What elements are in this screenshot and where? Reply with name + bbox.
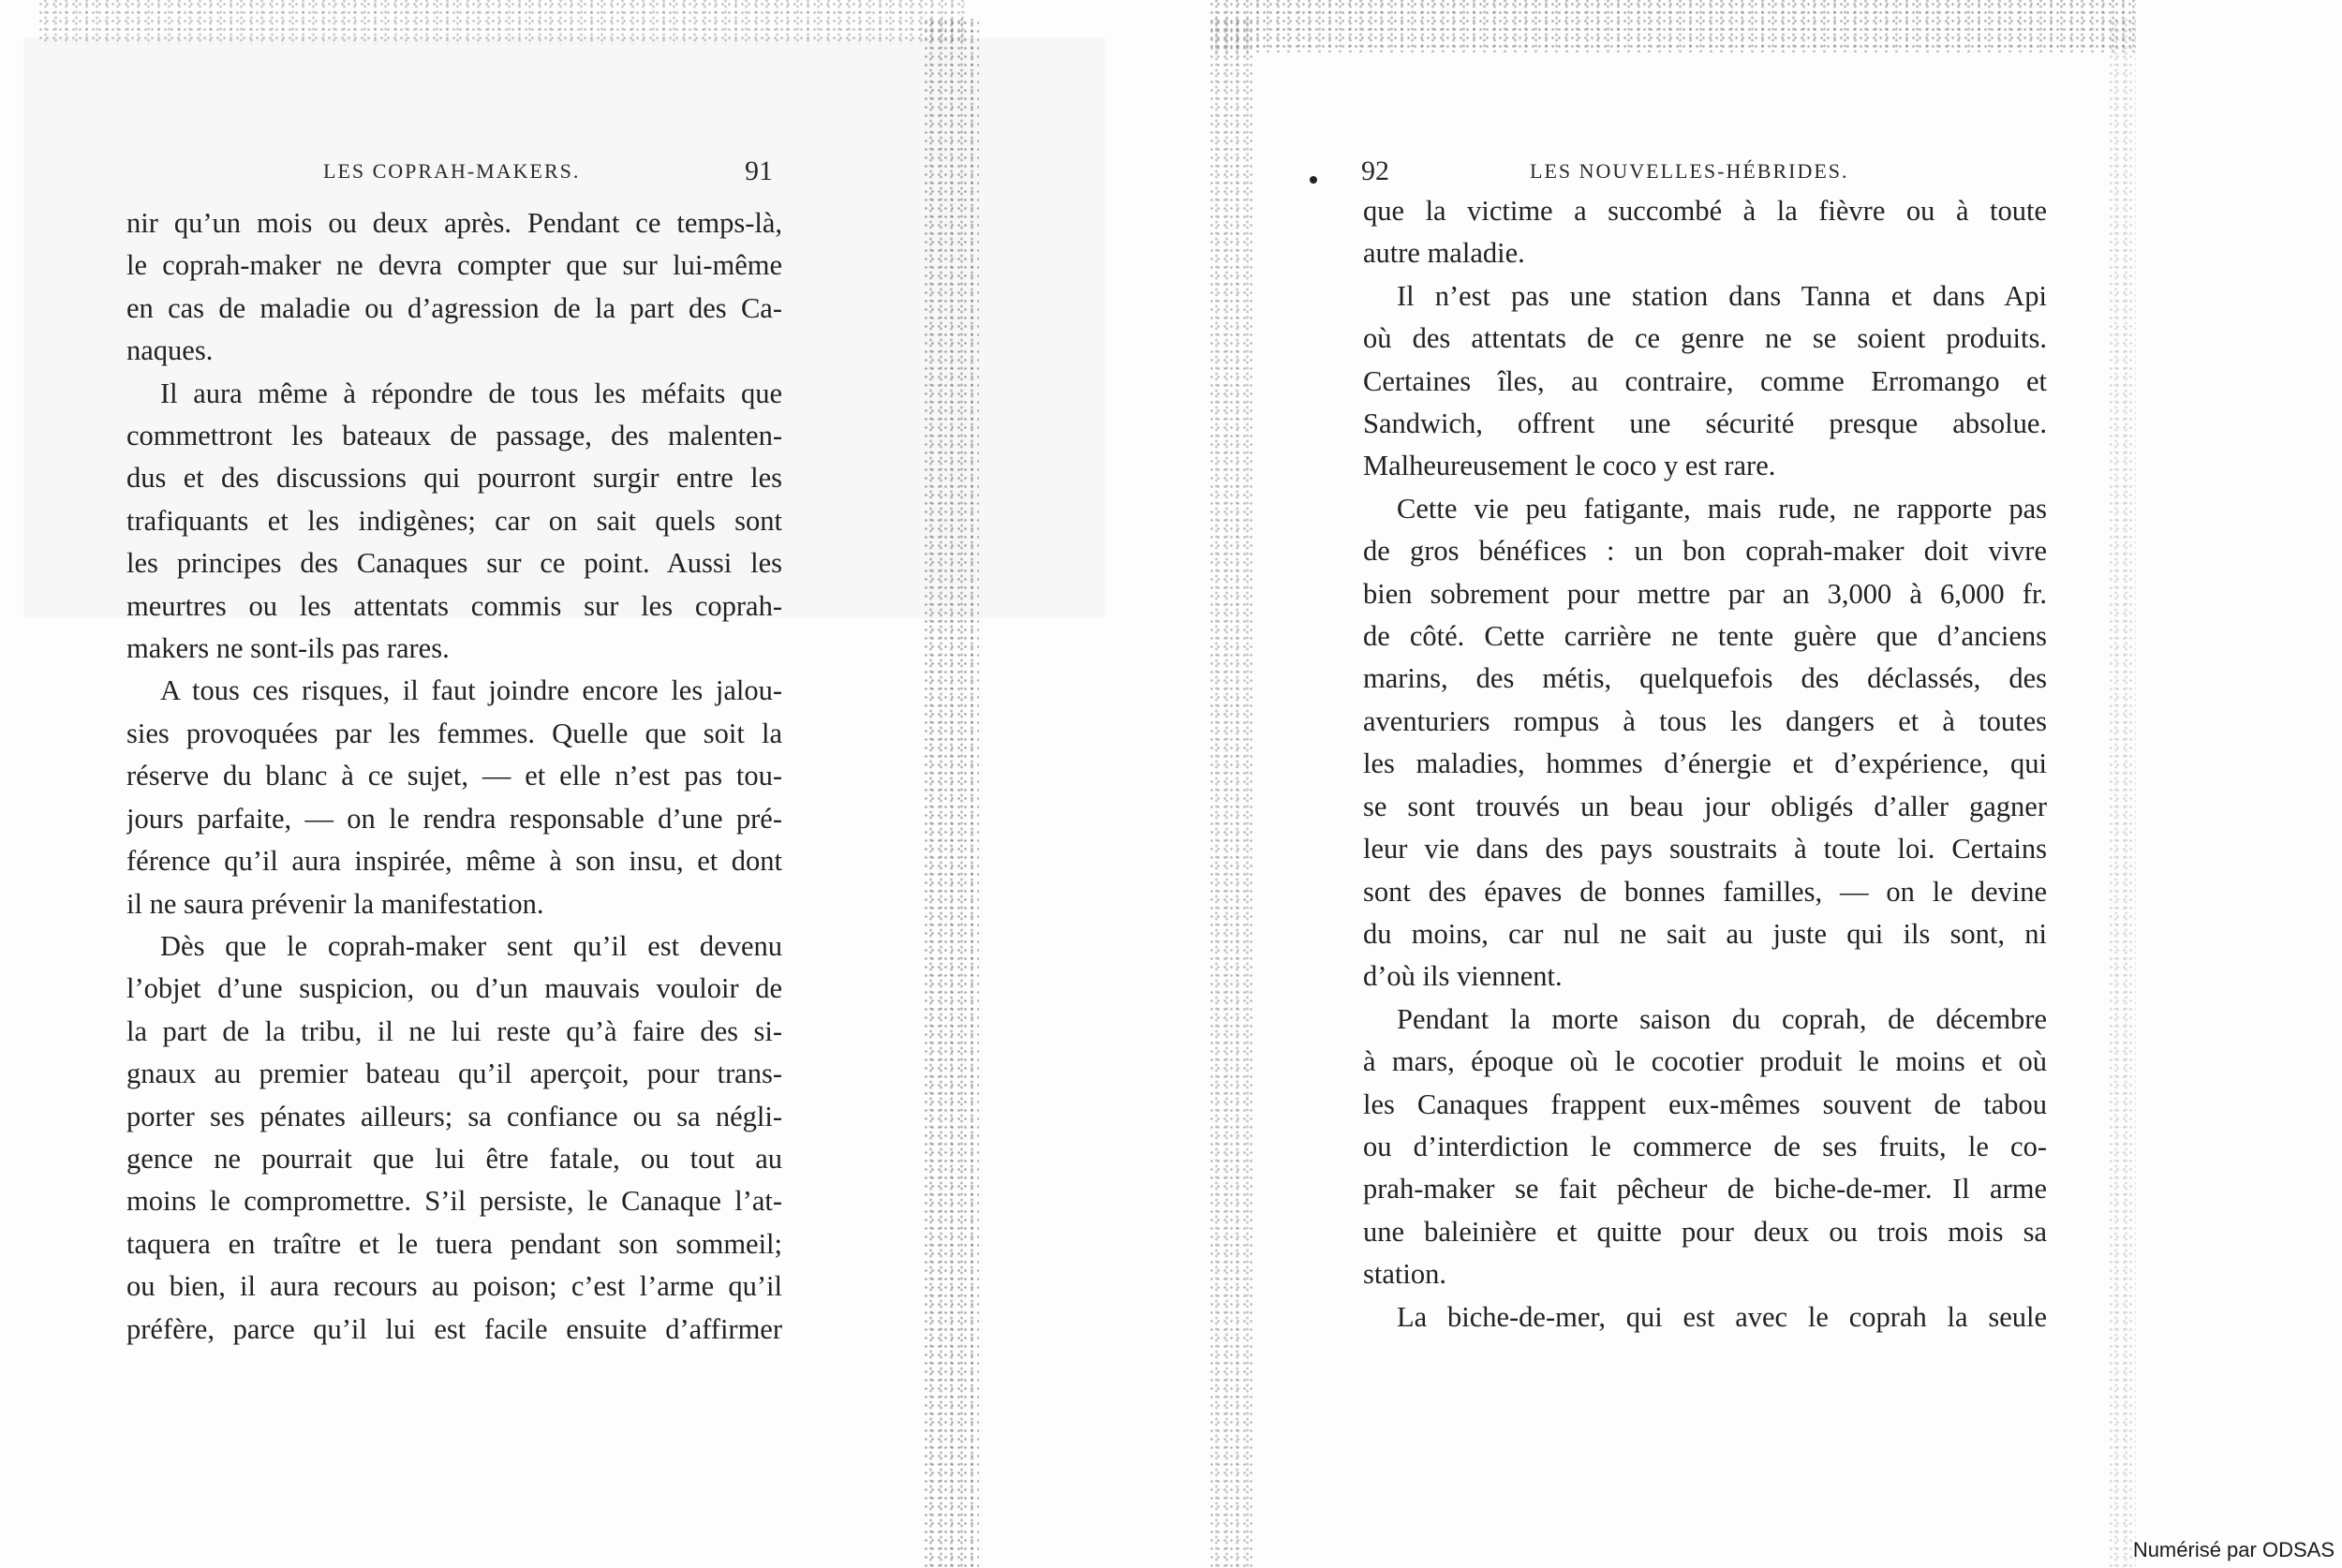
text-line: l’objet d’une suspicion, ou d’un mauvais vouloir de — [126, 972, 782, 1005]
text-line: sont des épaves de bonnes familles, — on le devine — [1363, 875, 2047, 908]
digitization-credit: Numérisé par ODSAS — [2132, 1538, 2335, 1561]
text-line: le coprah-maker ne devra compter que sur lui-même — [126, 249, 782, 282]
text-line: que la victime a succombé à la fièvre ou à toute — [1363, 195, 2047, 227]
text-line: à mars, époque où le cocotier produit le moins et où — [1363, 1045, 2047, 1078]
page-number: 92 — [1361, 155, 1389, 186]
page-edge-speckle — [923, 19, 979, 1568]
text-line: la part de la tribu, il ne lui reste qu’à faire des si- — [126, 1014, 782, 1047]
text-line: Sandwich, offrent une sécurité presque absolue. — [1363, 407, 2047, 440]
text-line: de côté. Cette carrière ne tente guère que d’anciens — [1363, 620, 2047, 653]
text-line: une baleinière et quitte pour deux ou trois mois sa — [1363, 1215, 2047, 1248]
text-line: férence qu’il aura inspirée, même à son insu, et dont — [126, 845, 782, 878]
text-line: de gros bénéfices : un bon coprah-maker doit vivre — [1363, 535, 2047, 568]
text-line: aventuriers rompus à tous les dangers et à toutes — [1363, 704, 2047, 737]
text-line: moins le compromettre. S’il persiste, le Canaque l’at- — [126, 1185, 782, 1218]
text-line: se sont trouvés un beau jour obligés d’aller gagner — [1363, 790, 2047, 822]
text-line: nir qu’un mois ou deux après. Pendant ce temps-là, — [126, 207, 782, 239]
text-line: marins, des métis, quelquefois des déclassés, des — [1363, 662, 2047, 695]
text-line: makers ne sont-ils pas rares. — [126, 632, 450, 665]
text-line: porter ses pénates ailleurs; sa confiance ou sa négli- — [126, 1100, 782, 1132]
text-line: meurtres ou les attentats commis sur les coprah- — [126, 589, 782, 622]
text-line: naques. — [126, 334, 214, 367]
page-edge-speckle — [37, 0, 965, 45]
text-line: les principes des Canaques sur ce point. Aussi les — [126, 547, 782, 580]
text-line: Il aura même à répondre de tous les méfaits que — [160, 377, 782, 409]
page-edge-speckle — [1208, 0, 2136, 52]
text-line: gence ne pourrait que lui être fatale, ou tout au — [126, 1142, 782, 1175]
text-line: sies provoquées par les femmes. Quelle que soit la — [126, 717, 782, 749]
page-edge-speckle — [2108, 19, 2136, 1568]
text-line: prah-maker se fait pêcheur de biche-de-mer. Il arme — [1363, 1173, 2047, 1206]
text-line: autre maladie. — [1363, 237, 1525, 270]
page-edge-speckle — [1208, 19, 1255, 1568]
page-number: 91 — [745, 155, 773, 186]
text-line: leur vie dans des pays soustraits à toute loi. Certains — [1363, 833, 2047, 865]
text-line: ou d’interdiction le commerce de ses fruits, le co- — [1363, 1130, 2047, 1162]
text-line: A tous ces risques, il faut joindre encore les jalou- — [160, 674, 782, 707]
body-text — [126, 202, 782, 1351]
body-text — [1363, 190, 2047, 1339]
running-head: LES NOUVELLES-HÉBRIDES. — [1530, 159, 1849, 183]
text-line: du moins, car nul ne sait au juste qui ils sont, ni — [1363, 917, 2047, 950]
text-line: station. — [1363, 1258, 1446, 1291]
text-line: jours parfaite, — on le rendra responsable d’une pré- — [126, 802, 782, 835]
text-line: il ne saura prévenir la manifestation. — [126, 887, 544, 920]
text-line: réserve du blanc à ce sujet, — et elle n’est pas tou- — [126, 760, 782, 792]
text-line: les Canaques frappent eux-mêmes souvent de tabou — [1363, 1087, 2047, 1120]
text-line: trafiquants et les indigènes; car on sait quels sont — [126, 504, 782, 537]
text-line: préfère, parce qu’il lui est facile ensuite d’affirmer — [126, 1312, 782, 1345]
text-line: en cas de maladie ou d’agression de la part des Ca- — [126, 291, 782, 324]
text-line: d’où ils viennent. — [1363, 960, 1563, 993]
text-line: commettront les bateaux de passage, des malenten- — [126, 420, 782, 452]
text-line: ou bien, il aura recours au poison; c’est l’arme qu’il — [126, 1270, 782, 1303]
text-line: Malheureusement le coco y est rare. — [1363, 450, 1776, 482]
text-line: Cette vie peu fatigante, mais rude, ne rapporte pas — [1397, 492, 2047, 525]
text-line: Certaines îles, au contraire, comme Erromango et — [1363, 364, 2047, 397]
text-line: dus et des discussions qui pourront surgir entre les — [126, 462, 782, 495]
text-line: où des attentats de ce genre ne se soient produits. — [1363, 322, 2047, 355]
text-line: taquera en traître et le tuera pendant son sommeil; — [126, 1227, 782, 1260]
text-line: Dès que le coprah-maker sent qu’il est devenu — [160, 929, 782, 962]
text-line: Il n’est pas une station dans Tanna et dans Api — [1397, 279, 2047, 312]
ink-speck — [1310, 176, 1317, 184]
text-line: La biche-de-mer, qui est avec le coprah la seule — [1397, 1300, 2047, 1333]
text-line: gnaux au premier bateau qu’il aperçoit, pour trans- — [126, 1058, 782, 1090]
text-line: bien sobrement pour mettre par an 3,000 à 6,000 fr. — [1363, 577, 2047, 610]
text-line: les maladies, hommes d’énergie et d’expérience, qui — [1363, 747, 2047, 780]
running-head: LES COPRAH-MAKERS. — [323, 159, 581, 183]
text-line: Pendant la morte saison du coprah, de décembre — [1397, 1002, 2047, 1035]
